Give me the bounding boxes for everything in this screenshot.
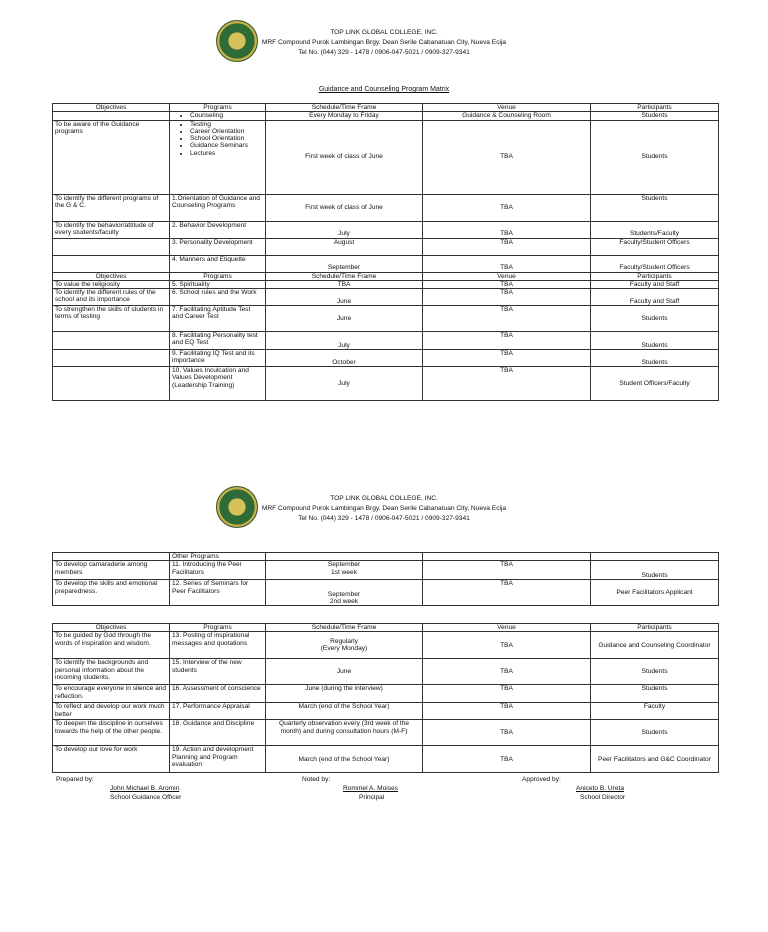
header-programs: Programs [170,104,266,112]
noted-by-name: Rommel A. Moises [343,785,398,792]
objective-cell: To develop camaraderie among members [53,561,170,580]
participants-cell: Students [591,194,719,221]
venue-cell: TBA [423,120,591,194]
schedule-cell: July [266,332,423,350]
table-row [53,553,719,561]
approved-by-name: Aniceto B. Ureta [576,785,625,792]
objective-cell: To develop our love for work [53,746,170,773]
approved-by-title: School Director [580,794,626,801]
schedule-cell: August [266,238,423,255]
schedule-cell: July [266,367,423,401]
program-item: • Lectures [190,150,263,157]
participants-cell: Students [591,112,719,120]
schedule-cell: June [266,306,423,332]
program-item: • Career Orientation [190,128,263,135]
header-venue: Venue [423,272,591,280]
venue-cell: TBA [423,255,591,272]
table-row [53,746,719,773]
schedule-cell: March (end of the School Year) [266,746,423,773]
objective-cell: To strengthen the skills of students in terms of testing [53,306,170,332]
program-cell: 12. Series of Seminars for Peer Facilitators [170,580,266,606]
schedule-cell: June [266,289,423,306]
school-tel: Tel No. (044) 329 - 1478 / 0906-047-5021 / 0909-327-9341 [298,515,470,522]
program-item: • School Orientation [190,135,263,142]
objective-cell: To develop the skills and emotional preparedness. [53,580,170,606]
program-cell: 16. Assessment of conscience [170,685,266,703]
venue-cell: TBA [423,280,591,288]
matrix-title: Guidance and Counseling Program Matrix [318,86,450,93]
school-address: MRF Compound Purok Lambingan Brgy. Dean Serile Cabanatuan City, Nueva Ecija [261,39,507,46]
objective-cell: To value the religiosity [53,280,170,288]
table-row [53,280,719,288]
venue-cell: Guidance & Counseling Room [423,112,591,120]
prepared-by-name: John Michael B. Aromin [110,785,180,792]
participants-cell: Faculty/Student Officers [591,255,719,272]
header-schedule: Schedule/Time Frame [266,272,423,280]
objective-cell: To identify the different programs of the G & C. [53,194,170,221]
table-header-row [53,104,719,112]
participants-cell: Student Officers/Faculty [591,367,719,401]
program-cell: 7. Facilitating Aptitude Test and Career Test [170,306,266,332]
venue-cell: TBA [423,221,591,238]
table-row [53,367,719,401]
venue-cell: TBA [423,561,591,580]
header-venue: Venue [423,104,591,112]
program-cell: 10. Values Inculcation and Values Development (Leadership Training) [170,367,266,401]
program-cell: 13. Posting of inspirational messages and quotations [170,632,266,659]
table-row [53,659,719,685]
venue-cell: TBA [423,685,591,703]
table-row [53,332,719,350]
schedule-cell: October [266,350,423,367]
schedule-cell: September 1st week [266,561,423,580]
header-objectives: Objectives [53,624,170,632]
program-cell: 8. Facilitating Personality test and EQ Test [170,332,266,350]
program-item: • Testing [190,121,263,128]
other-programs-table [52,552,719,606]
objective-cell: To deepen the discipline in ourselves towards the help of the other people. [53,720,170,746]
school-name: TOP LINK GLOBAL COLLEGE, INC. [330,495,438,502]
participants-cell: Peer Facilitators Applicant [591,580,719,606]
header-objectives: Objectives [53,104,170,112]
schedule-cell: March (end of the School Year) [266,703,423,720]
participants-cell: Students [591,332,719,350]
program-item: • Guidance Seminars [190,142,263,149]
venue-cell: TBA [423,367,591,401]
schedule-cell: Every Monday to Friday [266,112,423,120]
prepared-by-label: Prepared by: [56,776,94,783]
program-cell: 15. Interview of the new students [170,659,266,685]
header-participants: Participants [591,624,719,632]
objective-cell: To identify the backgrounds and personal information about the incoming students. [53,659,170,685]
venue-cell: TBA [423,632,591,659]
schedule-cell: Quarterly observation every (3rd week of the month) and during consultation hours (M-F) [266,720,423,746]
header-programs: Programs [170,624,266,632]
participants-cell: Faculty/Student Officers [591,238,719,255]
objective-cell: To identify the different rules of the school and its importance [53,289,170,306]
schedule-cell: September [266,255,423,272]
objective-cell: To encourage everyone in silence and reflection. [53,685,170,703]
school-address: MRF Compound Purok Lambingan Brgy. Dean Serile Cabanatuan City, Nueva Ecija [261,505,507,512]
table-row [53,306,719,332]
school-name: TOP LINK GLOBAL COLLEGE, INC. [330,29,438,36]
other-programs-label: Other Programs [170,553,266,561]
noted-by-label: Noted by: [302,776,331,783]
program-cell: 11. Introducing the Peer Facilitators [170,561,266,580]
venue-cell: TBA [423,194,591,221]
venue-cell: TBA [423,332,591,350]
participants-cell: Students [591,720,719,746]
venue-cell: TBA [423,306,591,332]
schedule-cell: Regularly (Every Monday) [266,632,423,659]
table-row [53,194,719,221]
prepared-by-title: School Guidance Officer [110,794,182,801]
header-schedule: Schedule/Time Frame [266,104,423,112]
venue-cell: TBA [423,289,591,306]
program-matrix-table [52,103,719,401]
objective-cell: To be guided by God through the words of inspiration and wisdom. [53,632,170,659]
participants-cell: Faculty and Staff [591,280,719,288]
participants-cell: Students [591,120,719,194]
participants-cell: Students [591,561,719,580]
program-cell: 18. Guidance and Discipline [170,720,266,746]
venue-cell: TBA [423,350,591,367]
table-row [53,120,719,194]
venue-cell: TBA [423,720,591,746]
program-cell: 17. Performance Appraisal [170,703,266,720]
table-row [53,289,719,306]
header-objectives: Objectives [53,272,170,280]
header-participants: Participants [591,272,719,280]
participants-cell: Students/Faculty [591,221,719,238]
approved-by-label: Approved by: [522,776,561,783]
program-cell: 6. School rules and the Work [170,289,266,306]
program-item: • Counseling [190,112,263,119]
participants-cell: Students [591,306,719,332]
venue-cell: TBA [423,580,591,606]
schedule-cell: First week of class of June [266,194,423,221]
table-header-row [53,272,719,280]
participants-cell: Students [591,350,719,367]
program-cell: 3. Personality Development [170,238,266,255]
schedule-cell: September 2nd week [266,580,423,606]
objective-cell: To be aware of the Guidance programs [53,120,170,194]
schedule-cell: First week of class of June [266,120,423,194]
venue-cell: TBA [423,746,591,773]
program-cell: 9. Facilitating IQ Test and its importance [170,350,266,367]
table-row [53,685,719,703]
header-programs: Programs [170,272,266,280]
participants-cell: Faculty [591,703,719,720]
school-tel: Tel No. (044) 329 - 1478 / 0906-047-5021 / 0909-327-9341 [298,49,470,56]
table-header-row [53,624,719,632]
program-cell: 5. Spirituality [170,280,266,288]
table-row [53,720,719,746]
guidance-activities-table [52,623,719,773]
schedule-cell: June (during the interview) [266,685,423,703]
table-row [53,112,719,120]
header-venue: Venue [423,624,591,632]
table-row [53,703,719,720]
table-row [53,561,719,580]
table-row [53,350,719,367]
header-schedule: Schedule/Time Frame [266,624,423,632]
program-cell: 1.Orientation of Guidance and Counseling Programs [170,194,266,221]
program-cell: 19. Action and development Planning and Program evaluation [170,746,266,773]
table-row [53,238,719,255]
table-row [53,632,719,659]
table-row [53,221,719,238]
objective-cell: To reflect and develop our work much better [53,703,170,720]
venue-cell: TBA [423,703,591,720]
noted-by-title: Principal [359,794,385,801]
venue-cell: TBA [423,238,591,255]
venue-cell: TBA [423,659,591,685]
table-row [53,580,719,606]
table-row [53,255,719,272]
schedule-cell: TBA [266,280,423,288]
program-cell: 4. Manners and Etiquette [170,255,266,272]
participants-cell: Students [591,685,719,703]
participants-cell: Peer Facilitators and G&C Coordinator [591,746,719,773]
participants-cell: Students [591,659,719,685]
header-participants: Participants [591,104,719,112]
schedule-cell: July [266,221,423,238]
participants-cell: Faculty and Staff [591,289,719,306]
objective-cell: To identify the behavior/attitude of every students/faculty [53,221,170,238]
participants-cell: Guidance and Counseling Coordinator [591,632,719,659]
program-cell: 2. Behavior Development [170,221,266,238]
schedule-cell: June [266,659,423,685]
